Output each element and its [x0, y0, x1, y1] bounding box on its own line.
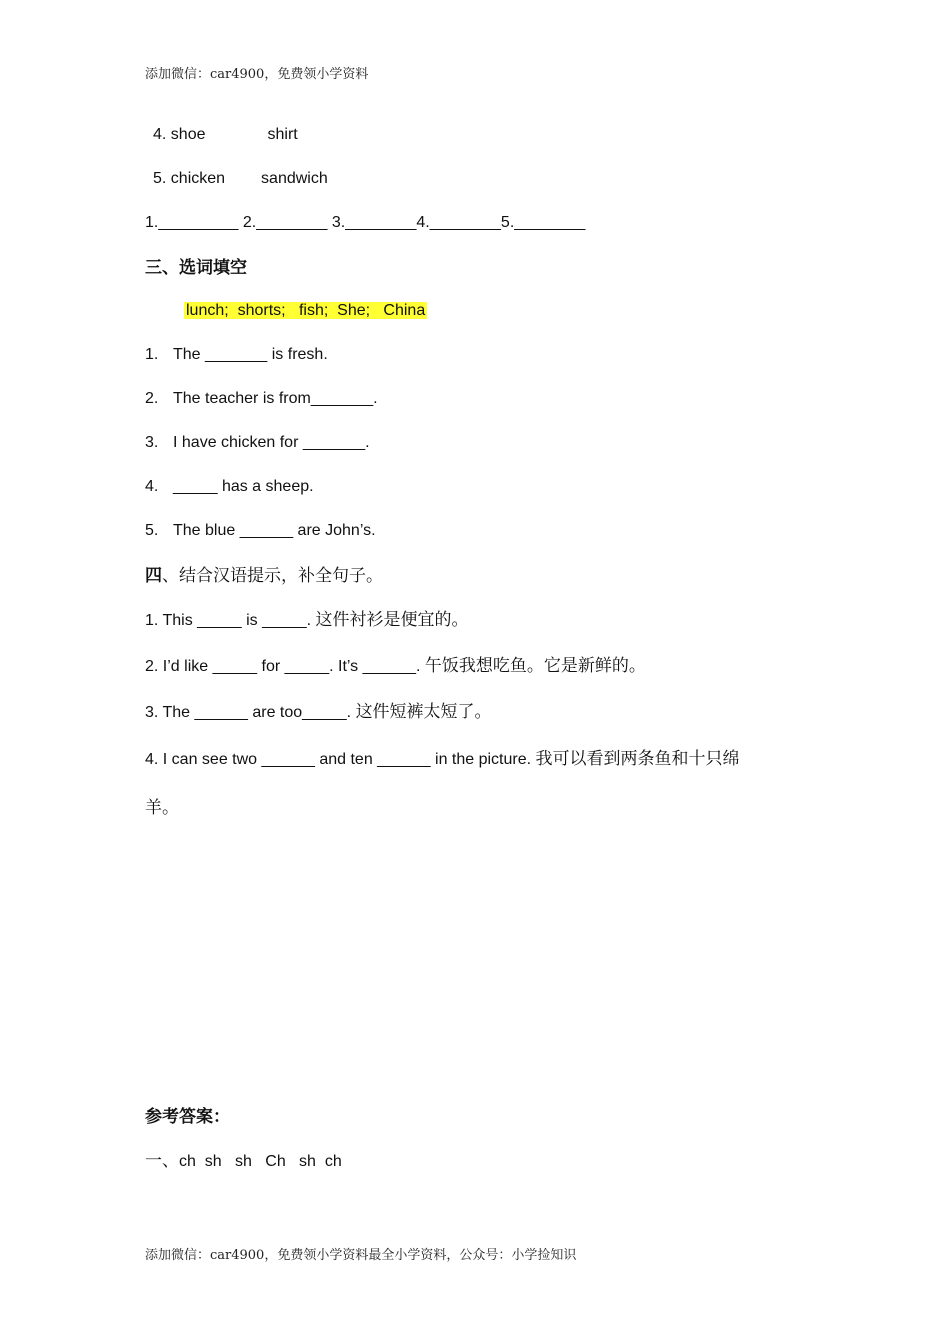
pair-row-4 [153, 124, 298, 146]
item-number: 4. [145, 478, 159, 495]
pair-number: 5. [153, 170, 167, 187]
item-english: 3. The ______ are too_____. [145, 704, 352, 721]
section4-item-1 [145, 609, 469, 632]
answers-line-1 [145, 1150, 342, 1173]
item-english: 2. I’d like _____ for _____. It’s ______. [145, 658, 421, 675]
section3-item-3 [145, 432, 370, 454]
pair-row-5 [153, 168, 328, 190]
answer-blanks-line: 1._________ 2.________ 3.________4.________5.________ [145, 214, 586, 231]
item-number: 5. [145, 522, 159, 539]
pair-word-a: chicken [170, 170, 226, 187]
pair-number: 4. [153, 126, 167, 143]
item-chinese: 午饭我想吃鱼。它是新鲜的。 [424, 656, 646, 676]
item-text: _____ has a sheep. [173, 478, 314, 495]
section3-item-1 [145, 344, 328, 366]
section4-item-2 [145, 655, 646, 678]
section3-item-4 [145, 476, 314, 498]
item-number: 1. [145, 346, 159, 363]
answers-values: ch sh sh Ch sh ch [179, 1153, 342, 1170]
item-english: 1. This _____ is _____. [145, 612, 312, 629]
word-bank [184, 300, 427, 322]
item-text: The blue ______ are John’s. [173, 522, 376, 539]
section4-title-rest: 、结合汉语提示，补全句子。 [162, 566, 383, 586]
answers-prefix: 一、 [145, 1151, 179, 1171]
section3-item-2 [145, 388, 378, 410]
answers-title: 参考答案： [145, 1107, 230, 1127]
section4-title-bold: 四 [145, 566, 162, 586]
item-chinese: 我可以看到两条鱼和十只绵 [535, 749, 740, 769]
section4-item-4-wrap: 羊。 [145, 798, 179, 818]
item-number: 3. [145, 434, 159, 451]
item-english: 4. I can see two ______ and ten ______ in the picture. [145, 751, 532, 768]
item-text: The teacher is from_______. [173, 390, 378, 407]
section3-title: 三、选词填空 [145, 258, 247, 278]
pair-word-b: sandwich [261, 170, 328, 187]
pair-word-a: shoe [170, 126, 206, 143]
section3-item-5 [145, 520, 376, 542]
item-chinese: 这件衬衫是便宜的。 [315, 610, 469, 630]
item-text: I have chicken for _______. [173, 434, 370, 451]
section4-item-3 [145, 701, 492, 724]
word-bank-text: lunch; shorts; fish; She; China [186, 302, 426, 319]
section4-title [145, 565, 383, 588]
page-footer: 添加微信：car4900，免费领小学资料最全小学资料，公众号：小学捡知识 [145, 1248, 577, 1263]
item-number: 2. [145, 390, 159, 407]
page-header: 添加微信：car4900，免费领小学资料 [145, 67, 369, 82]
pair-word-b: shirt [267, 126, 298, 143]
item-chinese: 这件短裤太短了。 [355, 702, 492, 722]
section4-item-4 [145, 748, 740, 771]
item-text: The _______ is fresh. [173, 346, 328, 363]
